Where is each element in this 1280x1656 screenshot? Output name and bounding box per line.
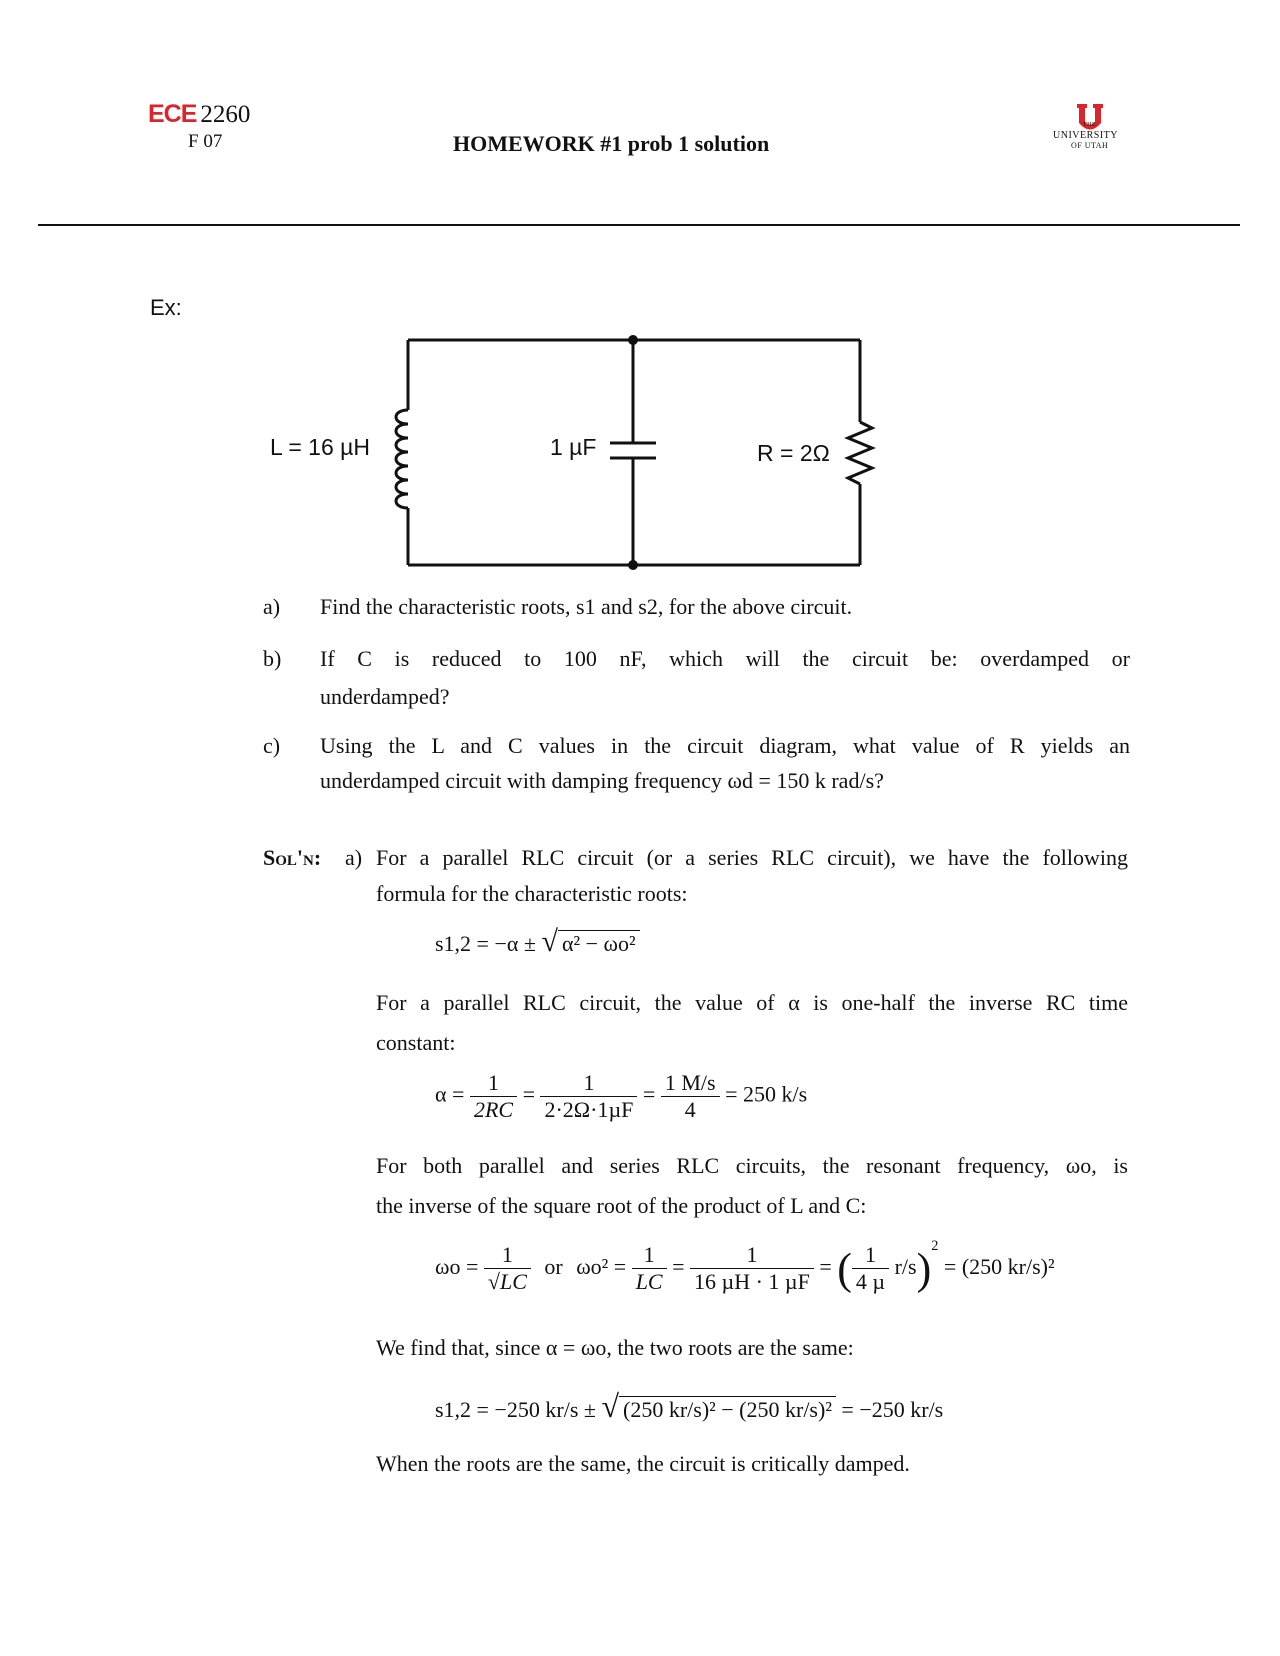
course-number: 2260 <box>200 101 251 128</box>
solution-p1-line2: formula for the characteristic roots: <box>376 881 688 906</box>
inductor-coil <box>396 410 408 508</box>
question-b-line2: underdamped? <box>320 684 450 709</box>
equation-alpha: α = $\frac{1}{2RC}$ = $\frac{1}{\text{2·2Ω·1µF}}$ = $\frac{1 M/s}{4}$ = 250 k/s <box>435 1070 808 1122</box>
solution-p5: When the roots are the same, the circuit is critically damped. <box>376 1451 910 1476</box>
eq3-or: or <box>544 1254 563 1279</box>
solution-p4: We find that, since α = ωo, the two roots are the same: <box>376 1335 854 1360</box>
eq3-result: = (250 kr/s)² <box>943 1254 1055 1279</box>
eq4-result: = −250 kr/s <box>841 1397 944 1422</box>
eq2-f3-den: 4 <box>684 1097 696 1122</box>
eq1-radicand: α² − ωo² <box>558 930 640 956</box>
sqrt-icon: √ <box>541 925 558 958</box>
eq3-f2-num: 1 <box>632 1242 667 1269</box>
junction-dot-top <box>628 335 638 345</box>
eq3-f4-num: 1 <box>852 1242 889 1269</box>
solution-part: a) <box>345 845 363 870</box>
solution-label: Sol'n: <box>263 845 322 870</box>
eq2-result: = 250 k/s <box>725 1081 808 1107</box>
solution-p3-line2: the inverse of the square root of the product of L and C: <box>376 1193 867 1218</box>
sqrt-icon: √ <box>601 1388 620 1424</box>
question-a-letter: a) <box>263 594 281 619</box>
capacitor-label: 1 µF <box>550 434 597 460</box>
eq3-f2-den: LC <box>635 1269 663 1295</box>
eq3-fraction-1 <box>484 1242 531 1295</box>
rlc-circuit-diagram <box>0 0 1280 600</box>
eq4-radicand: (250 kr/s)² − (250 kr/s)² <box>619 1396 836 1422</box>
question-c-letter: c) <box>263 733 281 758</box>
equation-roots-numeric <box>435 1388 943 1425</box>
inductor-label: L = 16 µH <box>270 434 370 460</box>
eq2-f1-num: 1 <box>470 1070 517 1097</box>
question-c-line2: underdamped circuit with damping frequency ωd = 150 k rad/s? <box>320 768 884 793</box>
semester: F 07 <box>188 131 223 152</box>
eq3-mid: ωo² = <box>576 1254 627 1279</box>
eq2-fraction-2 <box>540 1070 637 1123</box>
solution-p2-line1: For a parallel RLC circuit, the value of α is one-half the inverse RC time <box>376 990 1128 1015</box>
eq2-lhs: α = <box>435 1081 465 1107</box>
question-c-line1: Using the L and C values in the circuit diagram, what value of R yields an <box>320 733 1130 758</box>
eq3-fraction-3 <box>690 1242 814 1295</box>
eq3-f3-den: 16 µH · 1 µF <box>694 1269 810 1295</box>
course-prefix: ECE <box>148 100 197 128</box>
question-b-line1: If C is reduced to 100 nF, which will the circuit be: overdamped or <box>320 646 1130 671</box>
page-title: HOMEWORK #1 prob 1 solution <box>453 131 770 156</box>
junction-dot-bottom <box>628 560 638 570</box>
question-b-letter: b) <box>263 646 282 671</box>
eq2-f1-den: 2RC <box>473 1097 514 1122</box>
equation-omega: ωo = $\frac{1}{√LC}$ or ωo² = $\frac{1}{LC}$ = $\frac{1}{\text{16 µH · 1 µF}}$ = ( $\frac{1}{\text{4 µ}}$ r/s)$^2$ = (250 kr/s)² <box>435 1238 1055 1295</box>
eq2-fraction-1 <box>470 1070 517 1123</box>
eq2-f2-num: 1 <box>540 1070 637 1097</box>
eq3-fraction-2 <box>632 1242 667 1295</box>
eq3-f1-num: 1 <box>484 1242 531 1269</box>
resistor-zigzag <box>848 422 872 484</box>
solution-p2-line2: constant: <box>376 1030 456 1055</box>
question-a-text: Find the characteristic roots, s1 and s2, for the above circuit. <box>320 594 853 619</box>
eq2-fraction-3 <box>661 1070 720 1123</box>
logo-text-top: THE <box>1083 122 1097 128</box>
eq3-unit: r/s <box>894 1254 917 1279</box>
resistor-label: R = 2Ω <box>757 440 830 466</box>
eq4-lhs: s1,2 = −250 kr/s ± <box>435 1397 596 1422</box>
eq3-f3-num: 1 <box>690 1242 814 1269</box>
logo-text-bottom: OF UTAH <box>1071 141 1109 150</box>
example-label: Ex: <box>150 295 182 320</box>
equation-roots-formula <box>435 925 640 959</box>
eq3-f1-den: √LC <box>487 1269 527 1295</box>
eq3-paren-group: ( <box>837 1244 852 1294</box>
eq3-fraction-4 <box>852 1242 889 1295</box>
solution-p3-line1: For both parallel and series RLC circuits, the resonant frequency, ωo, is <box>376 1153 1128 1178</box>
logo-text-mid: UNIVERSITY <box>1053 130 1118 141</box>
eq1-lhs: s1,2 = −α ± <box>435 931 542 956</box>
eq3-f4-den: 4 µ <box>855 1269 886 1295</box>
eq2-f3-num: 1 M/s <box>661 1070 720 1097</box>
eq2-f2-den: 2·2Ω·1µF <box>544 1097 634 1122</box>
eq3-lhs: ωo = <box>435 1254 479 1279</box>
solution-p1-line1: For a parallel RLC circuit (or a series RLC circuit), we have the following <box>376 845 1128 870</box>
